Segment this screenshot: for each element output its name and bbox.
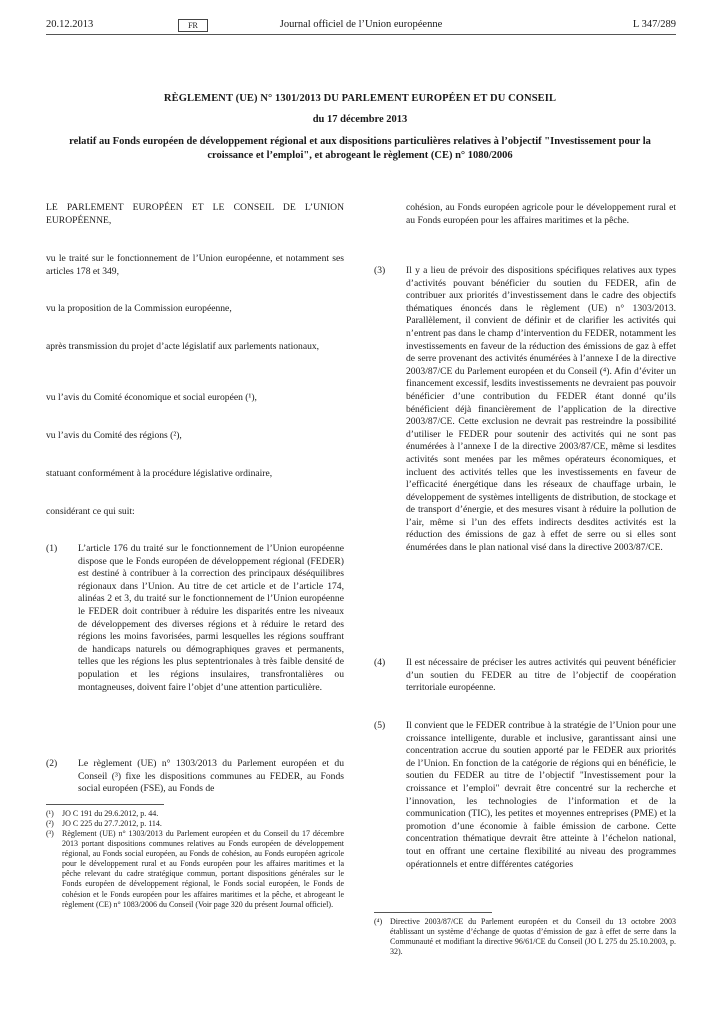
recital-text: Il y a lieu de prévoir des dispositions spécifiques relatives aux types d’activités pouvant bénéficier du soutien du FEDER, afin de contribuer aux priorités d’investissement dans le cadre des objectifs thématiques énoncés dans le règlement (UE) n° 1303/2013. Parallèlement, il convient de définir et de clarifier les activités qui n’entrent pas dans le champ d’intervention du FEDER, notamment les investissements en faveur de la réduction des émissions de gaz à effet de serre provenant des activités énumérées à l’annexe I de la directive 2003/87/CE du Parlement européen et du Conseil (⁴). Afin d’éviter un financement excessif, lesdits investissements ne devraient pas pouvoir bénéficier d’une contribution du FEDER étant donné qu’ils bénéficient déjà financièrement de l’application de la directive 2003/87/CE. Cette exclusion ne devrait pas restreindre la possibilité d’utiliser le FEDER pour soutenir des activités qui ne sont pas énumérées à l’annexe I de la directive 2003/87/CE, même si lesdites activités sont menées par les mêmes opérateurs économiques, et incluent des activités telles que les investissements en faveur de l’efficacité énergétique dans les réseaux de chauffage urbain, le développement de systèmes intelligents de distribution, de stockage et de transport d’énergie, et des mesures visant à réduire la pollution de l’air, même si l’un des effets indirects desdites activités est la réduction des émissions de gaz à effet de serre ou si elles sont énumérées dans le plan national visé dans la directive 2003/87/CE.	[406, 265, 676, 554]
footnote-rule	[46, 804, 164, 805]
language-badge: FR	[178, 19, 208, 32]
footnote-mark: (³)	[46, 829, 54, 838]
regulation-title	[60, 92, 660, 162]
recital-number: (5)	[374, 720, 386, 731]
footnote-mark: (²)	[46, 819, 54, 828]
citation-national-parliaments: après transmission du projet d’acte législatif aux parlements nationaux,	[46, 341, 320, 352]
title-subject: relatif au Fonds européen de développement régional et aux dispositions particulières relatives à l’objectif "Investissement pour la croissance et l’emploi", et abrogeant le règlement (CE) n° 1080/2006	[69, 136, 651, 161]
recital-text: Le règlement (UE) n° 1303/2013 du Parlement européen et du Conseil (³) fixe les dispositions communes au FEDER, au Fonds social européen (FSE), au Fonds de	[78, 758, 344, 795]
recital-text: L’article 176 du traité sur le fonctionnement de l’Union européenne dispose que le Fonds européen de développement régional (FEDER) est destiné à contribuer à la correction des principaux déséquilibres régionaux dans l’Union. Au titre de cet article et de l’article 174, alinéas 2 et 3, du traité sur le fonctionnement de l’Union européenne le FEDER doit contribuer à réduire les disparités entre les niveaux de développement des diverses régions et à réduire le retard des régions les moins favorisées, parmi lesquelles les régions souffrant de handicaps naturels ou démographiques graves et permanents, telles que les régions les plus septentrionales à très faible densité de population et les régions insulaires, transfrontalières ou montagneuses, doivent faire l’objet d’une attention particulière.	[78, 543, 344, 693]
whereas-intro: considérant ce qui suit:	[46, 506, 135, 517]
recital-2-continued: cohésion, au Fonds européen agricole pour le développement rural et au Fonds européen pour les affaires maritimes et la pêche.	[406, 202, 676, 226]
footnote-text: Règlement (UE) n° 1303/2013 du Parlement européen et du Conseil du 17 décembre 2013 portant dispositions communes relatives au Fonds européen de développement régional, au Fonds social européen, au Fonds de cohésion, au Fonds européen agricole pour le développement rural et au Fonds européen pour les affaires maritimes et la pêche relevant du cadre stratégique commun, portant dispositions générales sur le Fonds européen de développement régional, le Fonds social européen, le Fonds de cohésion et le Fonds européen pour les affaires maritimes et la pêche, et abrogeant le règlement (CE) n° 1083/2006 du Conseil (Voir page 320 du présent Journal officiel).	[62, 829, 344, 909]
footnote-mark: (⁴)	[374, 917, 383, 926]
citation-treaty: vu le traité sur le fonctionnement de l’Union européenne, et notamment ses articles 178 et 349,	[46, 253, 344, 277]
journal-name: Journal officiel de l’Union européenne	[279, 19, 443, 30]
citation-proposal: vu la proposition de la Commission européenne,	[46, 303, 232, 314]
footnote-text: JO C 191 du 29.6.2012, p. 44.	[62, 809, 159, 818]
page-header	[46, 19, 676, 35]
recital-text: Il est nécessaire de préciser les autres activités qui peuvent bénéficier d’un soutien du FEDER au titre de l’objectif de coopération territoriale européenne.	[406, 657, 676, 694]
footnote-rule	[374, 912, 492, 913]
title-line-1: RÈGLEMENT (UE) N° 1301/2013 DU PARLEMENT EUROPÉEN ET DU CONSEIL	[163, 93, 557, 104]
recital-number: (1)	[46, 543, 58, 554]
recital-number: (3)	[374, 265, 386, 276]
header-rule	[46, 34, 676, 35]
citation-esc-opinion: vu l’avis du Comité économique et social européen (¹),	[46, 392, 257, 403]
recital-text: Il convient que le FEDER contribue à la stratégie de l’Union pour une croissance intelligente, durable et inclusive, garantissant ainsi une concentration accrue du soutien apporté par le FEDER aux priorités de l’Union. En fonction de la catégorie de régions qui en bénéficie, le soutien du FEDER au titre de l’objectif "Investissement pour la croissance et l’emploi" devrait être concentré sur la recherche et l’innovation, les technologies de l’information et de la communication (TIC), les petites et moyennes entreprises (PME) et la promotion d’une économie à faible émission de carbone. Cette concentration thématique devrait être atteinte à l’échelon national, tout en offrant une certaine flexibilité au niveau des programmes opérationnels et entre différentes catégories	[406, 720, 676, 870]
page-number: L 347/289	[632, 19, 676, 30]
footnote-text: JO C 225 du 27.7.2012, p. 114.	[62, 819, 162, 828]
preamble-intro: LE PARLEMENT EUROPÉEN ET LE CONSEIL DE L’UNION EUROPÉENNE,	[46, 202, 344, 226]
citation-cor-opinion: vu l’avis du Comité des régions (²),	[46, 430, 182, 441]
publication-date: 20.12.2013	[46, 19, 94, 30]
citation-procedure: statuant conformément à la procédure législative ordinaire,	[46, 468, 273, 479]
recital-number: (2)	[46, 758, 58, 769]
recital-number: (4)	[374, 657, 386, 668]
title-date: du 17 décembre 2013	[312, 113, 408, 125]
footnote-text: Directive 2003/87/CE du Parlement européen et du Conseil du 13 octobre 2003 établissant un système d’échange de quotas d’émission de gaz à effet de serre dans la Communauté et modifiant la directive 96/61/CE du Conseil (JO L 275 du 25.10.2003, p. 32).	[390, 917, 676, 957]
footnote-mark: (¹)	[46, 809, 54, 818]
